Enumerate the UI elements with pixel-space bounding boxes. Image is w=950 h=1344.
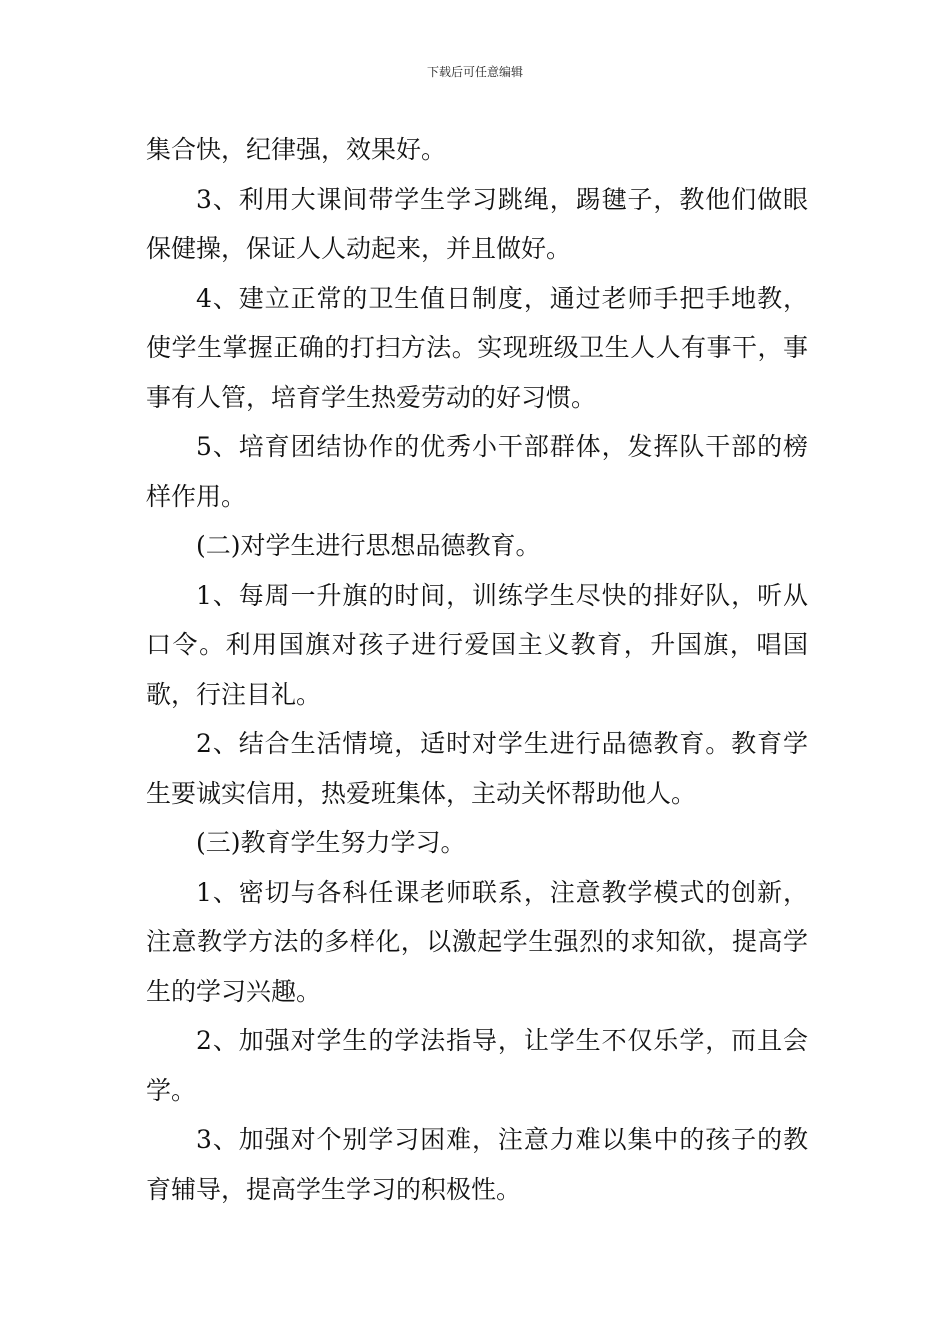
page-header: 下载后可任意编辑 [426, 65, 523, 79]
paragraph-item-5-cadres: 5、培育团结协作的优秀小干部群体，发挥队干部的榜样作用。 [146, 432, 808, 511]
paragraph-item-1-flag-raising: 1、每周一升旗的时间，训练学生尽快的排好队，听从口令。利用国旗对孩子进行爱国主义教育，升国旗，唱国歌，行注目礼。 [146, 580, 808, 709]
paragraph-item-3-tutoring: 3、加强对个别学习困难，注意力难以集中的孩子的教育辅导，提高学生学习的积极性。 [146, 1125, 808, 1204]
document-body [146, 125, 808, 1214]
paragraph-item-3-exercise: 3、利用大课间带学生学习跳绳，踢毽子，教他们做眼保健操，保证人人动起来，并且做好。 [146, 184, 808, 263]
paragraph-item-4-hygiene: 4、建立正常的卫生值日制度，通过老师手把手地教，使学生掌握正确的打扫方法。实现班级卫生人人有事干，事事有人管，培育学生热爱劳动的好习惯。 [146, 283, 808, 412]
section-heading-moral-education: (二)对学生进行思想品德教育。 [196, 531, 541, 560]
paragraph-continuation: 集合快，纪律强，效果好。 [146, 135, 447, 164]
paragraph-item-2-study-methods: 2、加强对学生的学法指导，让学生不仅乐学，而且会学。 [146, 1026, 808, 1105]
section-heading-study-education: (三)教育学生努力学习。 [196, 828, 466, 857]
paragraph-item-1-teachers: 1、密切与各科任课老师联系，注意教学模式的创新，注意教学方法的多样化，以激起学生强烈的求知欲，提高学生的学习兴趣。 [146, 877, 808, 1006]
paragraph-item-2-moral: 2、结合生活情境，适时对学生进行品德教育。教育学生要诚实信用，热爱班集体，主动关怀帮助他人。 [146, 729, 808, 808]
